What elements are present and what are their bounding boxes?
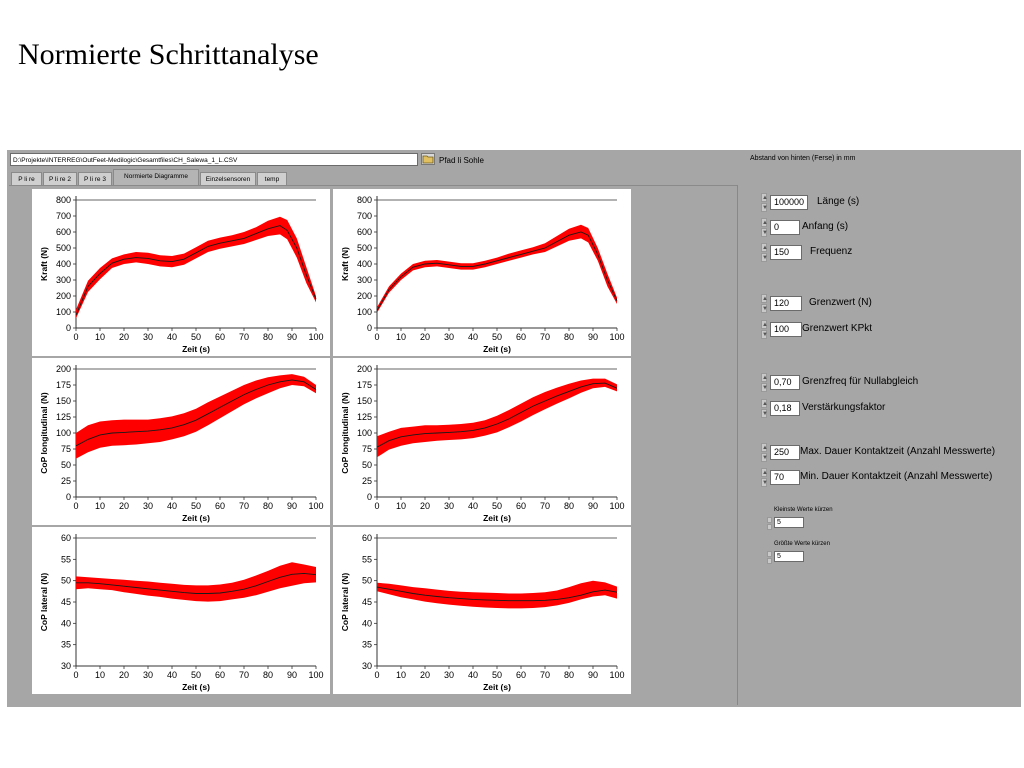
y-axis-label: Kraft (N) <box>340 247 350 281</box>
verstaerkungsfaktor-input[interactable]: 0,18 <box>770 401 800 416</box>
std-band <box>377 379 617 458</box>
x-tick-label: 30 <box>443 332 455 342</box>
x-tick-label: 40 <box>166 501 178 511</box>
x-tick-label: 10 <box>94 332 106 342</box>
y-tick-label: 200 <box>356 291 372 301</box>
verstaerkungsfaktor-label: Verstärkungsfaktor <box>802 402 886 413</box>
x-axis-label: Zeit (s) <box>182 682 210 692</box>
y-tick-label: 45 <box>60 597 71 607</box>
spinner-groesste-werte[interactable] <box>767 550 773 564</box>
x-tick-label: 30 <box>142 332 154 342</box>
x-tick-label: 20 <box>419 332 431 342</box>
y-tick-label: 100 <box>55 428 71 438</box>
y-tick-label: 400 <box>55 259 71 269</box>
y-tick-label: 200 <box>55 364 71 374</box>
y-tick-label: 175 <box>356 380 372 390</box>
x-tick-label: 70 <box>238 332 250 342</box>
std-band <box>76 374 316 459</box>
x-tick-label: 80 <box>563 501 575 511</box>
frequenz-input[interactable]: 150 <box>770 245 802 260</box>
x-tick-label: 100 <box>609 501 625 511</box>
kleinste-werte-input[interactable]: 5 <box>774 517 804 528</box>
x-tick-label: 20 <box>118 501 130 511</box>
spinner-frequenz[interactable]: ▲ ▼ <box>762 245 768 261</box>
y-tick-label: 800 <box>55 195 71 205</box>
y-tick-label: 75 <box>361 444 372 454</box>
y-tick-label: 600 <box>55 227 71 237</box>
spinner-anfang[interactable]: ▲ ▼ <box>762 220 768 236</box>
x-tick-label: 100 <box>308 332 324 342</box>
x-tick-label: 60 <box>214 501 226 511</box>
x-tick-label: 10 <box>395 670 407 680</box>
chart-cop-lateral-right <box>333 527 631 694</box>
spinner-laenge[interactable]: ▲ ▼ <box>762 195 768 211</box>
x-tick-label: 70 <box>238 670 250 680</box>
y-tick-label: 60 <box>60 533 71 543</box>
x-tick-label: 70 <box>539 332 551 342</box>
std-band <box>76 217 316 319</box>
x-tick-label: 0 <box>374 670 380 680</box>
tab-panel-border <box>9 185 737 186</box>
grenzfreq-input[interactable]: 0,70 <box>770 375 800 390</box>
y-tick-label: 0 <box>65 323 71 333</box>
y-tick-label: 100 <box>356 428 372 438</box>
x-tick-label: 10 <box>94 670 106 680</box>
groesste-werte-label: Größte Werte kürzen <box>774 541 830 547</box>
x-tick-label: 20 <box>419 670 431 680</box>
spinner-grenzwert-n[interactable]: ▲ ▼ <box>762 296 768 312</box>
std-band <box>377 225 617 313</box>
y-tick-label: 60 <box>361 533 372 543</box>
mean-line <box>76 226 316 316</box>
x-tick-label: 100 <box>609 332 625 342</box>
x-tick-label: 40 <box>467 670 479 680</box>
y-axis-label: CoP longitudinal (N) <box>39 392 49 474</box>
x-tick-label: 20 <box>118 670 130 680</box>
y-tick-label: 50 <box>361 460 372 470</box>
grenzwert-kpkt-input[interactable]: 100 <box>770 322 802 337</box>
x-tick-label: 90 <box>587 501 599 511</box>
y-axis-label: CoP longitudinal (N) <box>340 392 350 474</box>
y-tick-label: 55 <box>361 554 372 565</box>
x-tick-label: 90 <box>587 332 599 342</box>
y-tick-label: 150 <box>55 396 71 406</box>
x-tick-label: 50 <box>491 501 503 511</box>
std-band <box>76 562 316 601</box>
y-tick-label: 500 <box>356 243 372 253</box>
y-tick-label: 700 <box>356 211 372 221</box>
x-tick-label: 0 <box>73 332 79 342</box>
y-tick-label: 40 <box>60 618 71 629</box>
spinner-grenzfreq[interactable]: ▲ ▼ <box>762 375 768 391</box>
mean-line <box>377 232 617 310</box>
x-tick-label: 70 <box>539 501 551 511</box>
x-tick-label: 20 <box>118 332 130 342</box>
x-tick-label: 40 <box>166 670 178 680</box>
y-tick-label: 25 <box>361 476 372 486</box>
x-tick-label: 10 <box>94 501 106 511</box>
y-axis-label: CoP lateral (N) <box>340 572 350 632</box>
x-tick-label: 40 <box>166 332 178 342</box>
spinner-kleinste-werte[interactable] <box>767 516 773 530</box>
y-tick-label: 50 <box>60 460 71 470</box>
slide-title: Normierte Schrittanalyse <box>18 38 319 71</box>
kleinste-werte-label: Kleinste Werte kürzen <box>774 507 833 513</box>
y-tick-label: 0 <box>65 492 71 502</box>
y-tick-label: 0 <box>366 323 372 333</box>
x-tick-label: 0 <box>374 332 380 342</box>
y-tick-label: 300 <box>356 275 372 285</box>
x-tick-label: 10 <box>395 332 407 342</box>
y-tick-label: 75 <box>60 444 71 454</box>
spinner-verstaerkungsfaktor[interactable]: ▲ ▼ <box>762 401 768 417</box>
x-axis-label: Zeit (s) <box>483 344 511 354</box>
y-tick-label: 100 <box>55 307 71 317</box>
chart-kraft-left <box>32 189 330 356</box>
anfang-label: Anfang (s) <box>802 221 849 232</box>
max-dauer-label: Max. Dauer Kontaktzeit (Anzahl Messwerte) <box>800 446 996 457</box>
spinner-max-dauer[interactable]: ▲ ▼ <box>762 445 768 461</box>
spinner-min-dauer[interactable]: ▲ ▼ <box>762 470 768 486</box>
x-tick-label: 50 <box>190 332 202 342</box>
y-tick-label: 100 <box>356 307 372 317</box>
grenzwert-kpkt-label: Grenzwert KPkt <box>802 323 873 334</box>
x-tick-label: 80 <box>262 670 274 680</box>
x-tick-label: 50 <box>491 332 503 342</box>
tab-temp[interactable]: temp <box>257 172 287 185</box>
y-tick-label: 500 <box>55 243 71 253</box>
chart-kraft-right <box>333 189 631 356</box>
min-dauer-label: Min. Dauer Kontaktzeit (Anzahl Messwerte) <box>800 471 993 482</box>
x-tick-label: 60 <box>515 332 527 342</box>
laenge-input[interactable]: 100000 <box>770 195 808 210</box>
tab-p-li-re-2[interactable]: P li re 2 <box>43 172 77 185</box>
x-tick-label: 80 <box>563 332 575 342</box>
y-tick-label: 150 <box>356 396 372 406</box>
y-tick-label: 200 <box>356 364 372 374</box>
chart-cop-lateral-left <box>32 527 330 694</box>
laenge-label: Länge (s) <box>817 196 860 207</box>
x-tick-label: 40 <box>467 332 479 342</box>
x-tick-label: 90 <box>286 501 298 511</box>
panel-separator <box>737 185 738 705</box>
y-tick-label: 400 <box>356 259 372 269</box>
y-tick-label: 700 <box>55 211 71 221</box>
y-tick-label: 55 <box>60 554 71 565</box>
x-tick-label: 60 <box>515 670 527 680</box>
y-axis-label: CoP lateral (N) <box>39 572 49 632</box>
y-tick-label: 30 <box>361 661 372 671</box>
x-tick-label: 90 <box>286 670 298 680</box>
labview-panel <box>7 150 1021 707</box>
y-tick-label: 25 <box>60 476 71 486</box>
x-tick-label: 80 <box>262 501 274 511</box>
groesste-werte-input[interactable]: 5 <box>774 551 804 562</box>
tab-einzelsensoren[interactable]: Einzelsensoren <box>200 172 256 185</box>
y-tick-label: 600 <box>356 227 372 237</box>
max-dauer-input[interactable]: 250 <box>770 445 800 460</box>
y-axis-label: Kraft (N) <box>39 247 49 281</box>
y-tick-label: 800 <box>356 195 372 205</box>
x-tick-label: 0 <box>374 501 380 511</box>
x-tick-label: 90 <box>587 670 599 680</box>
x-tick-label: 30 <box>142 501 154 511</box>
x-tick-label: 30 <box>142 670 154 680</box>
y-tick-label: 35 <box>361 639 372 650</box>
y-tick-label: 30 <box>60 661 71 671</box>
x-axis-label: Zeit (s) <box>182 513 210 523</box>
grenzfreq-label: Grenzfreq für Nullabgleich <box>802 376 919 387</box>
x-tick-label: 80 <box>563 670 575 680</box>
x-tick-label: 30 <box>443 670 455 680</box>
distance-label: Abstand von hinten (Ferse) in mm <box>750 155 856 162</box>
y-tick-label: 40 <box>361 618 372 629</box>
x-tick-label: 50 <box>190 501 202 511</box>
x-tick-label: 60 <box>515 501 527 511</box>
y-tick-label: 50 <box>60 575 71 586</box>
x-tick-label: 100 <box>308 501 324 511</box>
spinner-grenzwert-kpkt[interactable]: ▲ ▼ <box>762 322 768 338</box>
y-tick-label: 125 <box>55 412 71 422</box>
x-tick-label: 30 <box>443 501 455 511</box>
grenzwert-n-input[interactable]: 120 <box>770 296 802 311</box>
y-tick-label: 200 <box>55 291 71 301</box>
path-label: Pfad li Sohle <box>439 156 484 165</box>
x-tick-label: 70 <box>539 670 551 680</box>
x-axis-label: Zeit (s) <box>182 344 210 354</box>
anfang-input[interactable]: 0 <box>770 220 800 235</box>
tab-normierte-diagramme[interactable]: Normierte Diagramme <box>113 169 199 185</box>
grenzwert-n-label: Grenzwert (N) <box>809 297 872 308</box>
y-tick-label: 125 <box>356 412 372 422</box>
x-tick-label: 10 <box>395 501 407 511</box>
chart-cop-longitudinal-right <box>333 358 631 525</box>
tab-p-li-re[interactable]: P li re <box>11 172 42 185</box>
y-tick-label: 35 <box>60 639 71 650</box>
chart-cop-longitudinal-left <box>32 358 330 525</box>
x-axis-label: Zeit (s) <box>483 513 511 523</box>
x-tick-label: 0 <box>73 670 79 680</box>
x-tick-label: 50 <box>491 670 503 680</box>
x-tick-label: 0 <box>73 501 79 511</box>
frequenz-label: Frequenz <box>810 246 853 257</box>
x-tick-label: 100 <box>609 670 625 680</box>
y-tick-label: 0 <box>366 492 372 502</box>
y-tick-label: 300 <box>55 275 71 285</box>
x-tick-label: 60 <box>214 332 226 342</box>
x-tick-label: 50 <box>190 670 202 680</box>
folder-icon[interactable] <box>421 153 435 165</box>
x-tick-label: 20 <box>419 501 431 511</box>
std-band <box>377 581 617 609</box>
x-tick-label: 80 <box>262 332 274 342</box>
y-tick-label: 45 <box>361 597 372 607</box>
x-axis-label: Zeit (s) <box>483 682 511 692</box>
tab-p-li-re-3[interactable]: P li re 3 <box>78 172 112 185</box>
path-input[interactable]: D:\Projekte\INTERREG\OutFeet-Medilogic\Gesamtfiles\CH_Salewa_1_L.CSV <box>10 153 418 166</box>
x-tick-label: 60 <box>214 670 226 680</box>
x-tick-label: 90 <box>286 332 298 342</box>
x-tick-label: 40 <box>467 501 479 511</box>
x-tick-label: 100 <box>308 670 324 680</box>
min-dauer-input[interactable]: 70 <box>770 470 800 485</box>
y-tick-label: 50 <box>361 575 372 586</box>
y-tick-label: 175 <box>55 380 71 390</box>
x-tick-label: 70 <box>238 501 250 511</box>
